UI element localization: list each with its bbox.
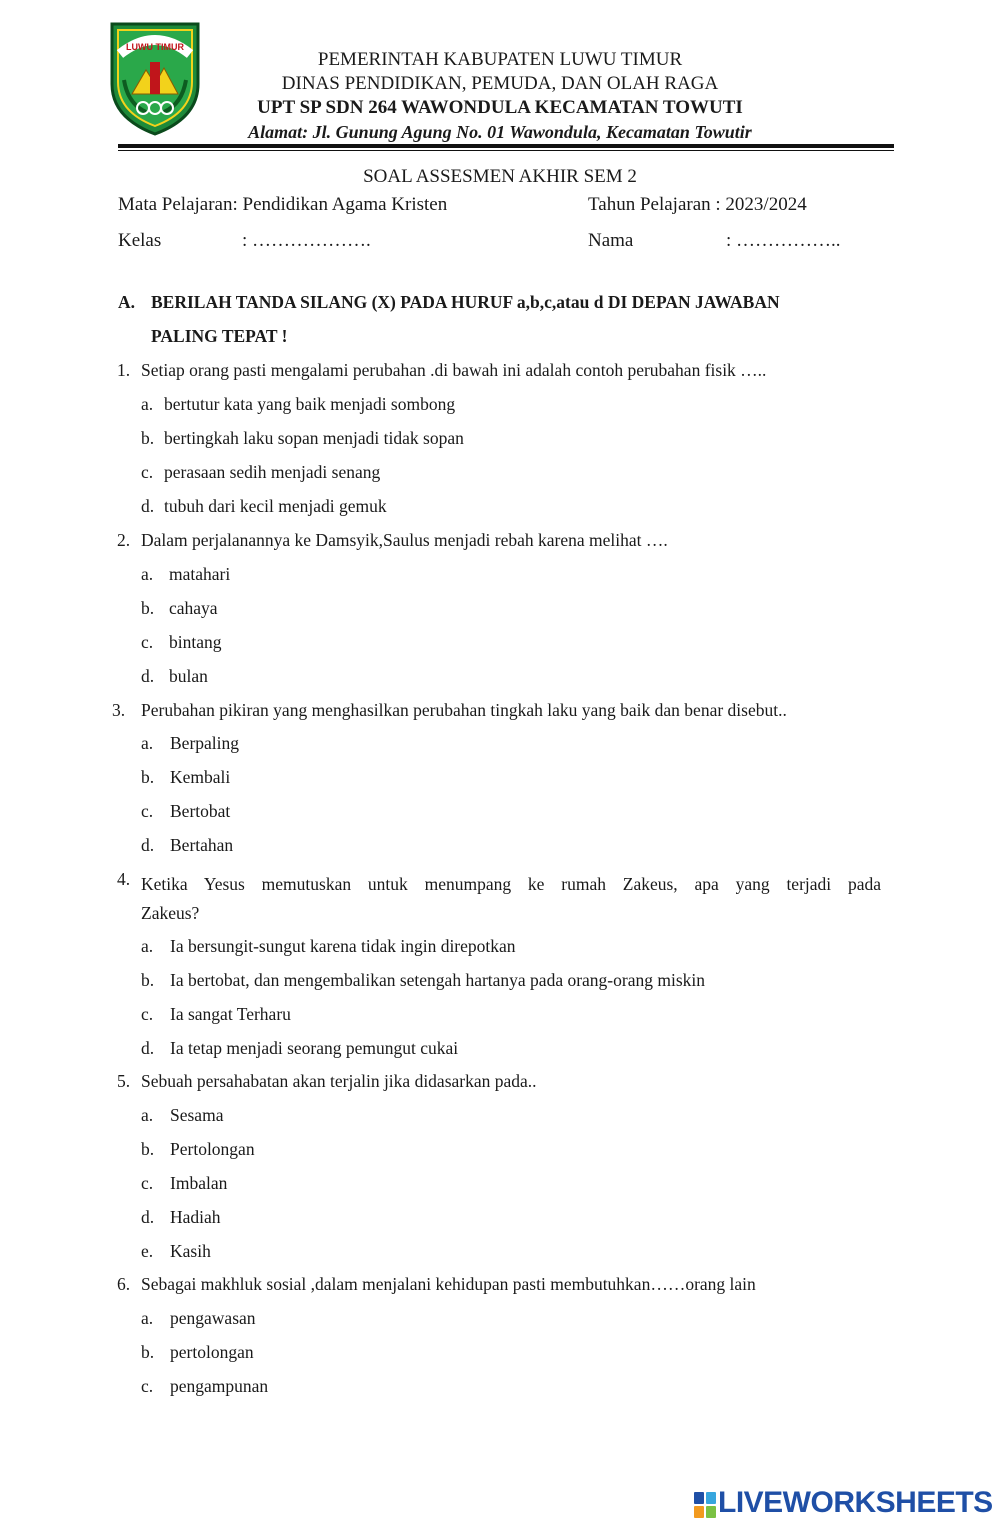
question-number: 6.: [117, 1274, 131, 1294]
option-letter[interactable]: c.: [141, 1004, 154, 1024]
option-letter[interactable]: b.: [141, 428, 155, 448]
option-text: bertingkah laku sopan menjadi tidak sopan: [164, 428, 464, 448]
question-text: Sebagai makhluk sosial ,dalam menjalani kehidupan pasti membutuhkan……orang lain: [141, 1274, 756, 1294]
option-text: bulan: [169, 666, 208, 686]
school-year-label: Tahun Pelajaran : 2023/2024: [588, 194, 807, 215]
option-letter[interactable]: d.: [141, 1207, 155, 1227]
option-text: Ia tetap menjadi seorang pemungut cukai: [170, 1038, 459, 1058]
option-letter[interactable]: a.: [141, 733, 154, 753]
option-letter[interactable]: d.: [141, 1038, 155, 1058]
option-letter[interactable]: a.: [141, 394, 154, 414]
option-letter[interactable]: c.: [141, 1173, 154, 1193]
option-letter[interactable]: c.: [141, 1376, 154, 1396]
question-number: 1.: [117, 360, 131, 380]
header-address: Alamat: Jl. Gunung Agung No. 01 Wawondula, Kecamatan Towutir: [248, 122, 752, 142]
option-letter[interactable]: c.: [141, 632, 154, 652]
option-text: Pertolongan: [170, 1139, 255, 1159]
option-text: Berpaling: [170, 733, 240, 753]
question-number: 3.: [112, 700, 126, 720]
option-text: Imbalan: [170, 1173, 228, 1193]
class-blank[interactable]: : ……………….: [242, 230, 371, 251]
option-text: pengampunan: [170, 1376, 269, 1396]
option-text: Ia bersungit-sungut karena tidak ingin direpotkan: [170, 936, 516, 956]
question-text: Ketika Yesus memutuskan untuk menumpang ke rumah Zakeus, apa yang terjadi pada: [141, 874, 881, 894]
option-text: cahaya: [169, 598, 218, 618]
option-letter[interactable]: b.: [141, 1342, 155, 1362]
option-letter[interactable]: c.: [141, 801, 154, 821]
option-text: Sesama: [170, 1105, 224, 1125]
section-instruction: BERILAH TANDA SILANG (X) PADA HURUF a,b,c,atau d DI DEPAN JAWABAN: [151, 292, 780, 312]
option-letter[interactable]: c.: [141, 462, 154, 482]
header-divider-thin: [118, 150, 894, 151]
option-letter[interactable]: a.: [141, 1308, 154, 1328]
name-blank[interactable]: : ……………..: [726, 230, 841, 251]
logo-lettering: LUWU TIMUR: [126, 42, 184, 52]
option-letter[interactable]: a.: [141, 936, 154, 956]
option-text: Kasih: [170, 1241, 211, 1261]
option-text: Bertahan: [170, 835, 234, 855]
subject-label: Mata Pelajaran: Pendidikan Agama Kristen: [118, 194, 448, 215]
class-label: Kelas: [118, 230, 162, 251]
option-text: Ia bertobat, dan mengembalikan setengah hartanya pada orang-orang miskin: [170, 970, 706, 990]
liveworksheets-brand[interactable]: LIVEWORKSHEETS: [718, 1486, 993, 1519]
option-text: bertutur kata yang baik menjadi sombong: [164, 394, 456, 414]
option-text: Ia sangat Terharu: [170, 1004, 291, 1024]
option-letter[interactable]: d.: [141, 666, 155, 686]
name-label: Nama: [588, 230, 634, 251]
header-department: DINAS PENDIDIKAN, PEMUDA, DAN OLAH RAGA: [281, 73, 719, 94]
question-text: Dalam perjalanannya ke Damsyik,Saulus menjadi rebah karena melihat ….: [141, 530, 668, 550]
question-number: 4.: [117, 869, 131, 889]
question-text: Sebuah persahabatan akan terjalin jika didasarkan pada..: [141, 1071, 537, 1091]
option-letter[interactable]: b.: [141, 970, 155, 990]
question-text: Perubahan pikiran yang menghasilkan perubahan tingkah laku yang baik dan benar disebut..: [141, 700, 787, 720]
option-text: tubuh dari kecil menjadi gemuk: [164, 496, 387, 516]
option-letter[interactable]: b.: [141, 767, 155, 787]
section-letter: A.: [118, 292, 136, 312]
exam-title: SOAL ASSESMEN AKHIR SEM 2: [363, 166, 637, 187]
option-letter[interactable]: d.: [141, 835, 155, 855]
header-government: PEMERINTAH KABUPATEN LUWU TIMUR: [317, 49, 683, 70]
header-divider-thick: [118, 144, 894, 148]
liveworksheets-icon: [694, 1492, 716, 1518]
option-text: Hadiah: [170, 1207, 221, 1227]
question-number: 2.: [117, 530, 131, 550]
question-text-cont: Zakeus?: [141, 903, 200, 923]
option-letter[interactable]: a.: [141, 1105, 154, 1125]
option-letter[interactable]: a.: [141, 564, 154, 584]
option-letter[interactable]: b.: [141, 598, 155, 618]
option-letter[interactable]: e.: [141, 1241, 154, 1261]
luwu-timur-emblem-logo: [106, 20, 204, 138]
option-text: Bertobat: [170, 801, 231, 821]
option-text: bintang: [169, 632, 222, 652]
option-text: pertolongan: [170, 1342, 254, 1362]
header-school: UPT SP SDN 264 WAWONDULA KECAMATAN TOWUTI: [257, 97, 743, 118]
option-letter[interactable]: d.: [141, 496, 155, 516]
question-text: Setiap orang pasti mengalami perubahan .di bawah ini adalah contoh perubahan fisik …..: [141, 360, 767, 380]
option-text: Kembali: [170, 767, 231, 787]
question-number: 5.: [117, 1071, 131, 1091]
option-text: perasaan sedih menjadi senang: [164, 462, 381, 482]
section-instruction-cont: PALING TEPAT !: [151, 326, 288, 346]
option-text: matahari: [169, 564, 231, 584]
option-text: pengawasan: [170, 1308, 256, 1328]
option-letter[interactable]: b.: [141, 1139, 155, 1159]
